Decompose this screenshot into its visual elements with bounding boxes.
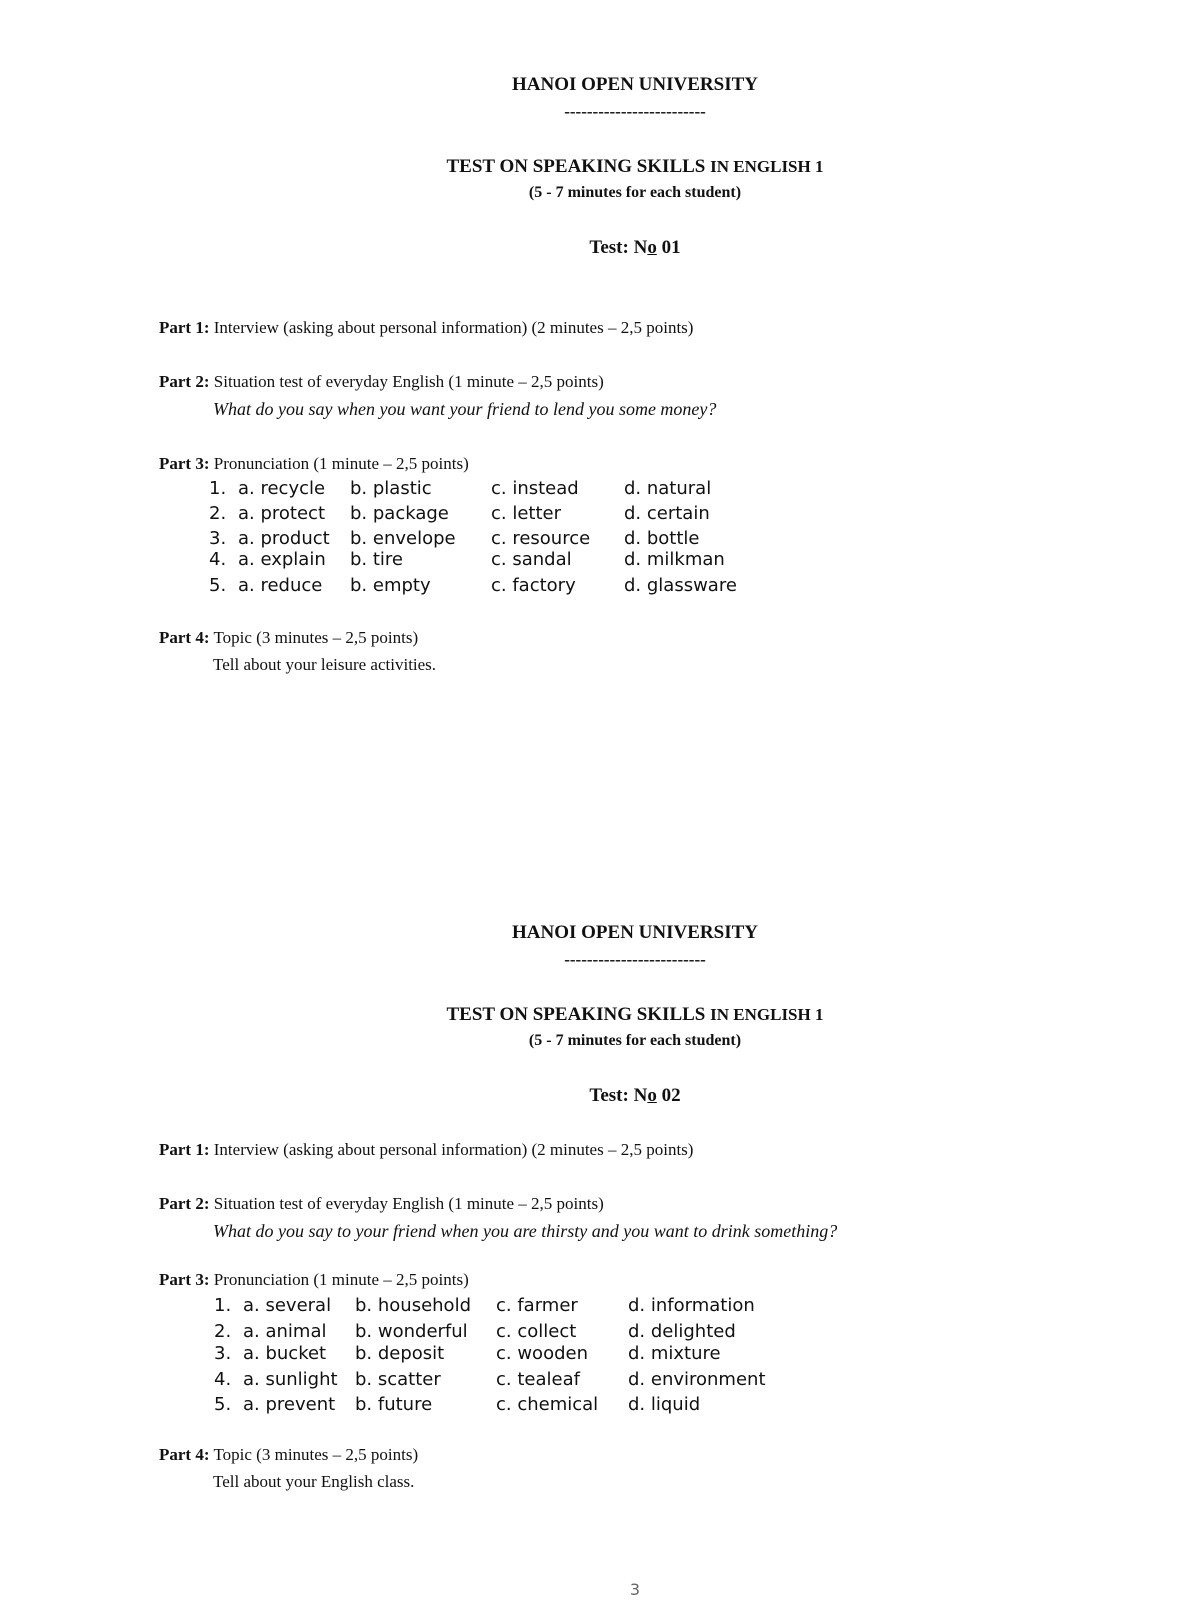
part3-label: Part 3: (159, 1270, 210, 1289)
university-heading: HANOI OPEN UNIVERSITY (512, 922, 758, 943)
test-no-label: No 01 (633, 237, 681, 258)
option-a: a. reduce (238, 575, 323, 596)
option-c: c. wooden (496, 1343, 588, 1364)
option-a: a. sunlight (243, 1369, 338, 1390)
item-number: 4. (214, 1369, 232, 1390)
test-title (0, 1004, 1200, 1026)
option-c: c. collect (496, 1321, 577, 1342)
test-title-tail: IN ENGLISH 1 (710, 157, 824, 176)
part4-text: Topic (3 minutes – 2,5 points) (213, 1445, 419, 1464)
option-c: c. farmer (496, 1295, 578, 1316)
option-d: d. information (628, 1295, 755, 1316)
test-title-main: TEST ON SPEAKING SKILLS (446, 1004, 706, 1025)
part4-topic: Tell about your English class. (213, 1472, 415, 1491)
part1-label: Part 1: (159, 1140, 210, 1159)
option-a: a. bucket (243, 1343, 327, 1364)
option-d: d. natural (624, 478, 712, 499)
option-c: c. resource (491, 528, 591, 549)
option-b: b. empty (350, 575, 431, 596)
item-number: 1. (214, 1295, 232, 1316)
option-a: a. product (238, 528, 330, 549)
option-d: d. bottle (624, 528, 700, 549)
option-b: b. tire (350, 549, 404, 570)
option-d: d. liquid (628, 1394, 701, 1415)
part4-line (159, 1445, 418, 1465)
item-number: 4. (209, 549, 227, 570)
test-no-label: No 02 (633, 1085, 681, 1106)
option-c: c. instead (491, 478, 579, 499)
option-b: b. wonderful (355, 1321, 468, 1342)
test-title-main: TEST ON SPEAKING SKILLS (446, 156, 706, 177)
part3-label: Part 3: (159, 454, 210, 473)
part1-label: Part 1: (159, 318, 210, 337)
option-b: b. deposit (355, 1343, 445, 1364)
part4-text: Topic (3 minutes – 2,5 points) (213, 628, 419, 647)
part3-line (159, 1270, 469, 1290)
page-number: 3 (629, 1580, 641, 1599)
part1-text: Interview (asking about personal information) (2 minutes – 2,5 points) (213, 318, 694, 337)
part1-text: Interview (asking about personal information) (2 minutes – 2,5 points) (213, 1140, 694, 1159)
item-number: 5. (214, 1394, 232, 1415)
part2-question: What do you say to your friend when you are thirsty and you want to drink something? (213, 1221, 838, 1241)
option-b: b. household (355, 1295, 471, 1316)
part2-text: Situation test of everyday English (1 minute – 2,5 points) (213, 372, 604, 391)
test-label: Test: (589, 1085, 634, 1106)
part4-label: Part 4: (159, 628, 210, 647)
heading-divider: ------------------------- (564, 950, 706, 969)
test-number: 01 (656, 237, 681, 258)
option-a: a. explain (238, 549, 326, 570)
item-number: 2. (209, 503, 227, 524)
item-number: 1. (209, 478, 227, 499)
option-a: a. several (243, 1295, 332, 1316)
part3-text: Pronunciation (1 minute – 2,5 points) (213, 1270, 469, 1289)
part2-label: Part 2: (159, 1194, 210, 1213)
option-c: c. tealeaf (496, 1369, 580, 1390)
test-number: 02 (656, 1085, 681, 1106)
option-c: c. chemical (496, 1394, 599, 1415)
option-b: b. scatter (355, 1369, 441, 1390)
part4-label: Part 4: (159, 1445, 210, 1464)
test-title-tail: IN ENGLISH 1 (710, 1005, 824, 1024)
item-number: 2. (214, 1321, 232, 1342)
option-c: c. sandal (491, 549, 572, 570)
part2-question: What do you say when you want your friend to lend you some money? (213, 399, 717, 419)
option-d: d. milkman (624, 549, 725, 570)
part4-topic: Tell about your leisure activities. (213, 655, 437, 674)
university-heading: HANOI OPEN UNIVERSITY (512, 74, 758, 95)
option-a: a. animal (243, 1321, 327, 1342)
option-b: b. plastic (350, 478, 432, 499)
part3-text: Pronunciation (1 minute – 2,5 points) (213, 454, 469, 473)
test-duration: (5 - 7 minutes for each student) (528, 184, 742, 201)
option-a: a. prevent (243, 1394, 336, 1415)
part2-line (159, 1194, 604, 1214)
option-d: d. glassware (624, 575, 737, 596)
item-number: 3. (209, 528, 227, 549)
option-b: b. envelope (350, 528, 456, 549)
option-d: d. mixture (628, 1343, 721, 1364)
option-d: d. delighted (628, 1321, 736, 1342)
option-c: c. factory (491, 575, 576, 596)
item-number: 5. (209, 575, 227, 596)
part2-label: Part 2: (159, 372, 210, 391)
heading-divider: ------------------------- (564, 102, 706, 121)
option-c: c. letter (491, 503, 562, 524)
option-d: d. certain (624, 503, 710, 524)
option-a: a. recycle (238, 478, 326, 499)
item-number: 3. (214, 1343, 232, 1364)
part2-text: Situation test of everyday English (1 minute – 2,5 points) (213, 1194, 604, 1213)
test-duration: (5 - 7 minutes for each student) (528, 1032, 742, 1049)
option-b: b. future (355, 1394, 433, 1415)
option-a: a. protect (238, 503, 326, 524)
test-label: Test: (589, 237, 634, 258)
test-number-line (0, 1085, 1200, 1107)
option-b: b. package (350, 503, 449, 524)
part1-line (159, 1140, 693, 1160)
option-d: d. environment (628, 1369, 766, 1390)
